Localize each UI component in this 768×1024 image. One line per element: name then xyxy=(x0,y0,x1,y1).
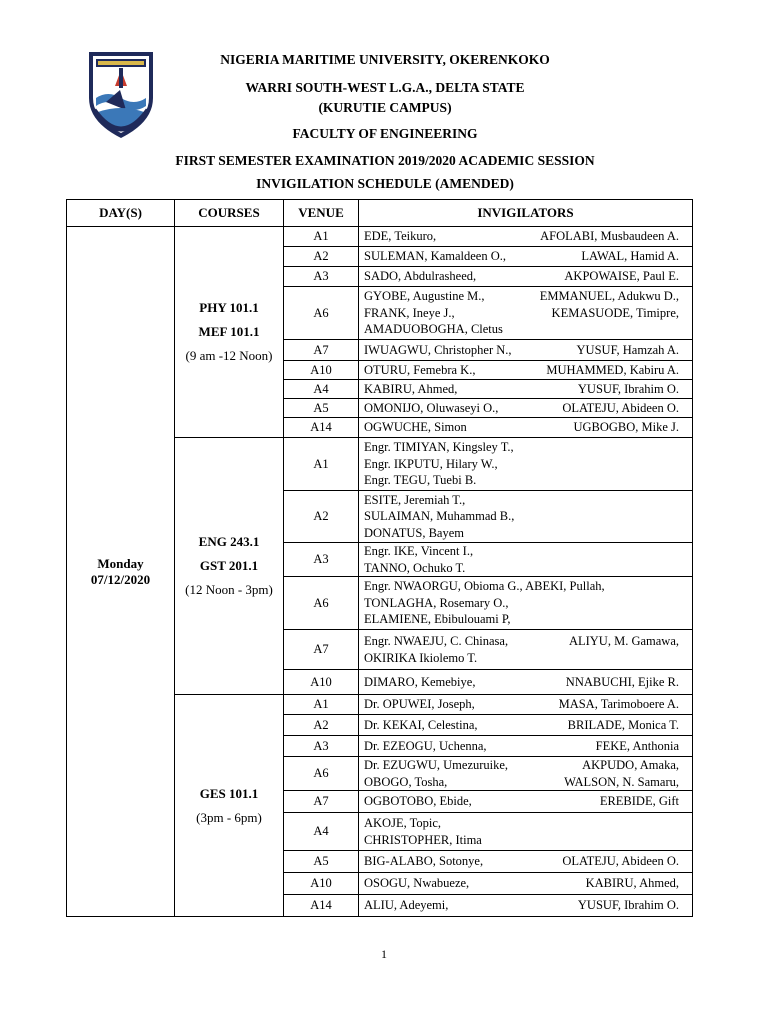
invigilator-name: Engr. NWAORGU, Obioma G., ABEKI, Pullah, xyxy=(364,579,605,594)
venue-cell: A3 xyxy=(284,736,359,757)
venue-cell: A4 xyxy=(284,380,359,399)
invigilator-line xyxy=(364,362,687,379)
invigilator-name: BIG-ALABO, Sotonye, xyxy=(364,854,484,869)
schedule-title: INVIGILATION SCHEDULE (AMENDED) xyxy=(256,176,514,191)
venue-cell: A1 xyxy=(284,227,359,247)
venue-cell: A10 xyxy=(284,873,359,895)
day-date: 07/12/2020 xyxy=(90,571,151,587)
invigilator-line xyxy=(364,439,687,456)
invigilators-cell xyxy=(359,287,693,340)
invigilator-name: OKIRIKA Ikiolemo T. xyxy=(364,650,478,665)
invigilator-name: GYOBE, Augustine M., xyxy=(364,289,485,304)
venue-cell: A5 xyxy=(284,851,359,873)
invigilators-cell xyxy=(359,851,693,873)
invigilator-name: YUSUF, Ibrahim O. xyxy=(577,381,679,396)
invigilator-name: EREBIDE, Gift xyxy=(599,794,679,809)
page-number: 1 xyxy=(381,947,387,961)
invigilator-name: LAWAL, Hamid A. xyxy=(581,249,679,264)
invigilator-name: OGWUCHE, Simon xyxy=(364,420,467,435)
invigilator-line xyxy=(364,228,687,245)
invigilator-name: AKOJE, Topic, xyxy=(364,816,442,830)
venue-cell: A3 xyxy=(284,267,359,287)
invigilator-name: YUSUF, Hamzah A. xyxy=(576,342,679,357)
invigilator-name: Dr. OPUWEI, Joseph, xyxy=(364,697,475,712)
invigilators-cell xyxy=(359,791,693,813)
invigilator-line xyxy=(364,492,687,509)
invigilators-cell xyxy=(359,340,693,361)
invigilator-line xyxy=(364,456,687,473)
invigilator-name: Engr. IKPUTU, Hilary W., xyxy=(364,456,498,471)
venue-cell: A2 xyxy=(284,491,359,543)
invigilator-name: ELAMIENE, Ebibulouami P, xyxy=(364,612,511,627)
invigilator-line xyxy=(364,853,687,870)
invigilators-cell xyxy=(359,630,693,670)
invigilator-line xyxy=(364,717,687,734)
invigilator-name: UGBOGBO, Mike J. xyxy=(573,420,679,435)
course-code: GES 101.1 xyxy=(199,785,259,801)
invigilator-line xyxy=(364,832,687,849)
campus-name: (KURUTIE CAMPUS) xyxy=(318,100,452,115)
invigilator-name: TONLAGHA, Rosemary O., xyxy=(364,595,509,610)
invigilator-name: YUSUF, Ibrahim O. xyxy=(577,898,679,913)
course-code: ENG 243.1 xyxy=(198,534,260,549)
invigilator-line xyxy=(364,321,687,338)
day-cell xyxy=(67,227,175,917)
invigilator-line xyxy=(364,305,687,322)
invigilator-name: IWUAGWU, Christopher N., xyxy=(364,342,512,357)
university-address: WARRI SOUTH-WEST L.G.A., DELTA STATE xyxy=(245,80,525,95)
venue-cell: A14 xyxy=(284,895,359,917)
invigilators-cell xyxy=(359,670,693,695)
venue-cell: A7 xyxy=(284,340,359,361)
invigilation-schedule-table xyxy=(66,199,693,917)
invigilators-cell xyxy=(359,491,693,543)
invigilator-name: Dr. KEKAI, Celestina, xyxy=(364,717,478,732)
invigilators-cell xyxy=(359,813,693,851)
invigilator-name: KABIRU, Ahmed, xyxy=(364,381,458,396)
course-code: PHY 101.1 xyxy=(199,300,259,315)
venue-cell: A2 xyxy=(284,715,359,736)
column-header-courses: COURSES xyxy=(175,200,284,227)
invigilator-name: AMADUOBOGHA, Cletus xyxy=(364,322,503,337)
invigilators-cell xyxy=(359,361,693,380)
venue-cell: A5 xyxy=(284,399,359,418)
venue-cell: A1 xyxy=(284,695,359,715)
course-code: GST 201.1 xyxy=(199,558,259,573)
invigilator-name: AFOLABI, Musbaudeen A. xyxy=(540,229,679,244)
invigilator-name: OLATEJU, Abideen O. xyxy=(562,854,679,869)
invigilator-name: AKPOWAISE, Paul E. xyxy=(564,269,679,284)
exam-time: (9 am -12 Noon) xyxy=(185,348,273,363)
invigilator-name: Engr. NWAEJU, C. Chinasa, xyxy=(364,634,509,648)
invigilator-name: Dr. EZEOGU, Uchenna, xyxy=(364,738,487,753)
invigilator-name: MASA, Tarimoboere A. xyxy=(558,697,679,712)
invigilator-name: OMONIJO, Oluwaseyi O., xyxy=(364,400,499,415)
invigilator-name: FRANK, Ineye J., xyxy=(364,305,455,320)
invigilator-name: DIMARO, Kemebiye, xyxy=(364,674,476,689)
invigilator-line xyxy=(364,472,687,489)
invigilator-line xyxy=(364,815,687,832)
column-header-venue: VENUE xyxy=(284,200,359,227)
invigilator-line xyxy=(364,875,687,892)
invigilator-name: TANNO, Ochuko T. xyxy=(364,560,466,575)
invigilators-cell xyxy=(359,577,693,630)
invigilator-line xyxy=(364,897,687,914)
invigilators-cell xyxy=(359,227,693,247)
venue-cell: A6 xyxy=(284,757,359,791)
table-row xyxy=(67,227,693,247)
course-code: MEF 101.1 xyxy=(198,324,260,339)
invigilator-name: Engr. TIMIYAN, Kingsley T., xyxy=(364,440,514,455)
invigilator-name: KABIRU, Ahmed, xyxy=(585,876,679,891)
invigilator-name: SADO, Abdulrasheed, xyxy=(364,269,477,284)
invigilator-line xyxy=(364,248,687,265)
invigilator-name: WALSON, N. Samaru, xyxy=(564,774,679,789)
invigilator-name: SULEMAN, Kamaldeen O., xyxy=(364,249,506,264)
invigilator-name: BRILADE, Monica T. xyxy=(567,717,679,732)
table-header-row xyxy=(67,200,693,227)
invigilator-line xyxy=(364,381,687,398)
faculty-name: FACULTY OF ENGINEERING xyxy=(292,126,478,141)
invigilator-line xyxy=(364,578,687,595)
invigilator-name: OGBOTOBO, Ebide, xyxy=(364,794,472,809)
venue-cell: A10 xyxy=(284,670,359,695)
invigilators-cell xyxy=(359,438,693,491)
invigilator-name: NNABUCHI, Ejike R. xyxy=(565,674,679,689)
invigilator-name: EDE, Teikuro, xyxy=(364,229,437,244)
invigilators-cell xyxy=(359,757,693,791)
invigilator-name: DONATUS, Bayem xyxy=(364,525,464,540)
invigilator-name: Engr. TEGU, Tuebi B. xyxy=(364,473,477,488)
venue-cell: A3 xyxy=(284,543,359,577)
invigilator-line xyxy=(364,674,687,691)
schedule-body xyxy=(67,227,693,917)
invigilator-line xyxy=(364,288,687,305)
invigilators-cell xyxy=(359,695,693,715)
invigilators-cell xyxy=(359,543,693,577)
course-cell xyxy=(175,227,284,438)
invigilator-name: Engr. IKE, Vincent I., xyxy=(364,544,474,558)
invigilators-cell xyxy=(359,380,693,399)
exam-time: (12 Noon - 3pm) xyxy=(185,582,273,597)
venue-cell: A6 xyxy=(284,287,359,340)
invigilator-line xyxy=(364,650,687,667)
venue-cell: A6 xyxy=(284,577,359,630)
column-header-days: DAY(S) xyxy=(67,200,175,227)
invigilator-line xyxy=(364,595,687,612)
invigilator-name: KEMASUODE, Timipre, xyxy=(551,305,679,320)
invigilator-line xyxy=(364,757,687,774)
invigilator-name: OLATEJU, Abideen O. xyxy=(562,400,679,415)
invigilator-name: OTURU, Femebra K., xyxy=(364,362,476,377)
invigilators-cell xyxy=(359,267,693,287)
venue-cell: A14 xyxy=(284,418,359,438)
course-cell xyxy=(175,695,284,917)
venue-cell: A10 xyxy=(284,361,359,380)
invigilators-cell xyxy=(359,736,693,757)
invigilator-line xyxy=(364,268,687,285)
exam-title: FIRST SEMESTER EXAMINATION 2019/2020 ACADEMIC SESSION xyxy=(175,153,595,168)
invigilator-name: EMMANUEL, Adukwu D., xyxy=(539,289,679,304)
invigilator-line xyxy=(364,611,687,628)
invigilator-line xyxy=(364,400,687,417)
invigilator-line xyxy=(364,525,687,542)
invigilators-cell xyxy=(359,715,693,736)
venue-cell: A7 xyxy=(284,630,359,670)
invigilator-name: OSOGU, Nwabueze, xyxy=(364,876,470,891)
course-cell xyxy=(175,438,284,695)
invigilator-name: MUHAMMED, Kabiru A. xyxy=(546,362,679,377)
day-name: Monday xyxy=(97,555,144,571)
invigilator-line xyxy=(364,419,687,436)
invigilator-line xyxy=(364,793,687,810)
exam-time: (3pm - 6pm) xyxy=(196,809,262,825)
invigilator-name: Dr. EZUGWU, Umezuruike, xyxy=(364,758,509,772)
venue-cell: A1 xyxy=(284,438,359,491)
invigilator-name: AKPUDO, Amaka, xyxy=(582,758,679,772)
venue-cell: A7 xyxy=(284,791,359,813)
invigilator-line xyxy=(364,560,687,577)
venue-cell: A4 xyxy=(284,813,359,851)
invigilator-name: CHRISTOPHER, Itima xyxy=(364,832,482,847)
invigilator-line xyxy=(364,738,687,755)
invigilator-line xyxy=(364,543,687,560)
invigilator-line xyxy=(364,696,687,713)
invigilator-line xyxy=(364,774,687,791)
invigilator-line xyxy=(364,508,687,525)
invigilators-cell xyxy=(359,873,693,895)
invigilator-name: ALIYU, M. Gamawa, xyxy=(568,634,679,648)
venue-cell: A2 xyxy=(284,247,359,267)
invigilator-line xyxy=(364,633,687,650)
invigilator-name: ESITE, Jeremiah T., xyxy=(364,492,466,507)
invigilator-line xyxy=(364,342,687,359)
invigilator-name: OBOGO, Tosha, xyxy=(364,774,448,789)
column-header-invigilators: INVIGILATORS xyxy=(359,200,693,227)
invigilator-name: ALIU, Adeyemi, xyxy=(364,898,449,913)
invigilators-cell xyxy=(359,418,693,438)
university-name: NIGERIA MARITIME UNIVERSITY, OKERENKOKO xyxy=(220,52,550,67)
invigilators-cell xyxy=(359,247,693,267)
invigilator-name: FEKE, Anthonia xyxy=(595,738,679,753)
invigilators-cell xyxy=(359,895,693,917)
invigilator-name: SULAIMAN, Muhammad B., xyxy=(364,509,515,524)
invigilators-cell xyxy=(359,399,693,418)
